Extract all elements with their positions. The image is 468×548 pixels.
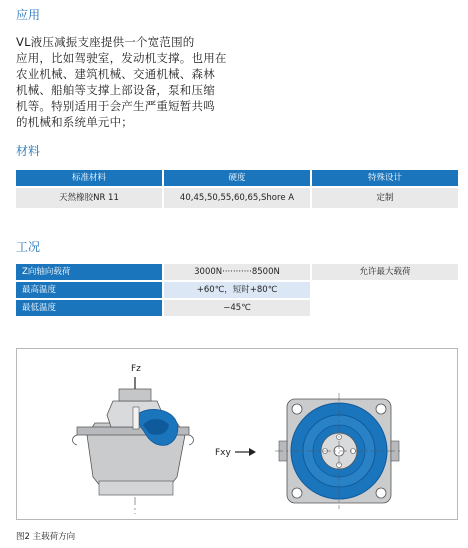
header-cell: 特殊设计 [312, 170, 458, 186]
table-cell: 定制 [312, 188, 458, 208]
header-cell: 标准材料 [16, 170, 162, 186]
paragraph-line: 的机械和系统单元中； [16, 115, 133, 129]
paragraph-line: VL液压减振支座提供一个宽范围的 [16, 35, 195, 49]
materials-title: 材料 [16, 144, 41, 158]
application-title: 应用 [16, 8, 41, 22]
application-paragraph [16, 34, 246, 130]
conditions-table [16, 264, 458, 318]
row-value: 3000N···········8500N [164, 264, 310, 280]
table-row [16, 300, 458, 316]
table-row [16, 264, 458, 280]
fxy-label: Fxy [215, 448, 231, 458]
materials-table [16, 170, 458, 208]
fz-label: Fz [131, 364, 141, 374]
materials-data-row [16, 188, 458, 208]
paragraph-line: 机等。特别适用于会产生严重短暂共鸣 [16, 99, 215, 113]
row-label: 最低温度 [16, 300, 162, 316]
row-label: Z向轴向载荷 [16, 264, 162, 280]
table-row [16, 282, 458, 298]
row-value: −45℃ [164, 300, 310, 316]
conditions-title: 工况 [16, 240, 41, 254]
row-label: 最高温度 [16, 282, 162, 298]
mount-side-view [73, 389, 194, 495]
figure-caption: 图2 主载荷方向 [16, 532, 76, 542]
paragraph-line: 应用，比如驾驶室，发动机支撑。也用在 [16, 51, 227, 65]
load-direction-figure [16, 348, 458, 520]
row-value: +60℃，短时+80℃ [164, 282, 310, 298]
header-cell: 硬度 [164, 170, 310, 186]
paragraph-line: 农业机械、建筑机械、交通机械、森林 [16, 67, 215, 81]
materials-header-row [16, 170, 458, 186]
row-extra: 允许最大载荷 [312, 264, 458, 280]
mount-diagram [17, 349, 457, 519]
fxy-arrow-icon [235, 448, 256, 456]
table-cell: 天然橡胶NR 11 [16, 188, 162, 208]
table-cell: 40,45,50,55,60,65,Shore A [164, 188, 310, 208]
mount-top-view [275, 393, 403, 509]
paragraph-line: 机械、船舶等支撑上部设备，泵和压缩 [16, 83, 215, 97]
